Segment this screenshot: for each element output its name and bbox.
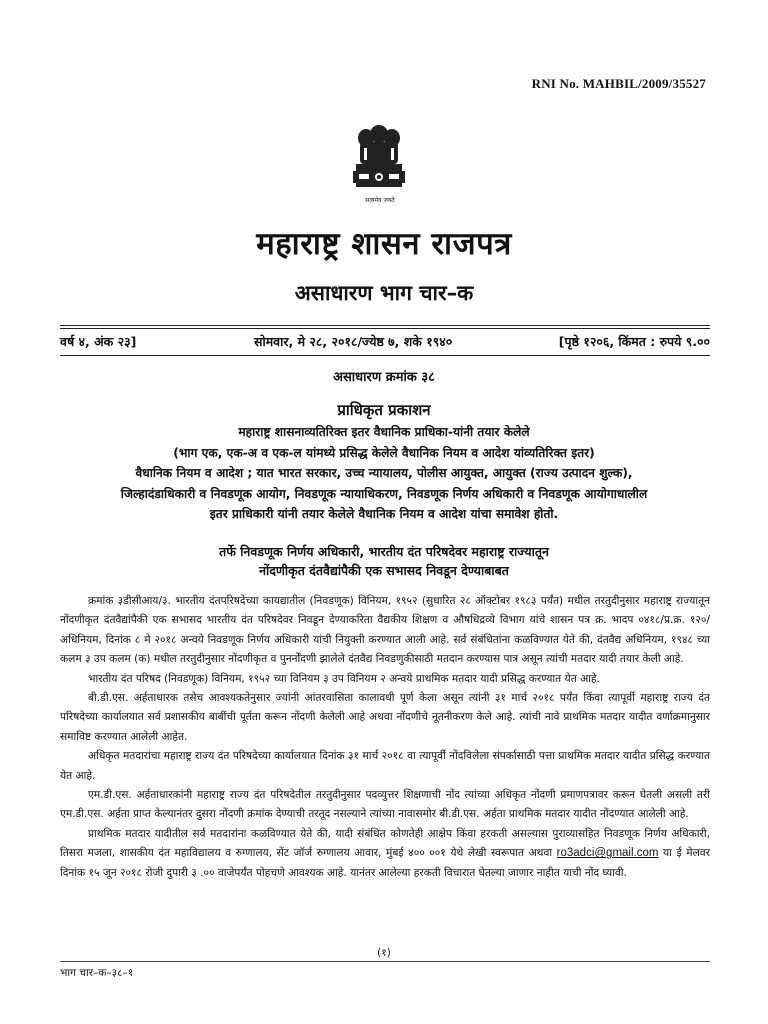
- body-paragraph: क्रमांक ३डीसीआय/३. भारतीय दंतपरिषदेच्या कायद्यातील (निवडणूक) विनियम, १९५२ (सुधारित २८ ऑक्टोबर १९८३ पर्यंत) मधील तरतुदीनुसार महाराष्ट्र राज्यातून नोंदणीकृत दंतवैद्यांपैकी एक सभासद भारतीय दंत परिषदेवर निवडून देण्याकरिता वैद्यकीय शिक्षण व औषधिद्रव्ये विभाग यांचे शासन पत्र क्र. भादप ०४१८/प्र.क्र. १२०/अधिनियम, दिनांक ८ मे २०१८ अन्वये निवडणूक निर्णय अधिकारी यांची नियुक्ती करण्यात आली आहे. सर्व संबंधितांना कळविण्यात येते की, दंतवैद्य अधिनियम, १९४८ च्या कलम ३ उप कलम (क) मधील तरतुदीनुसार नोंदणीकृत व पुनर्नोंदणी झालेले दंतवैद्य निवडणुकीसाठी मतदान करण्यास पात्र असून त्यांची मतदार यादी तयार केली आहे.: [60, 595, 710, 666]
- body-paragraph: भारतीय दंत परिषद (निवडणूक) विनियम, १९५२ च्या विनियम ३ उप विनियम २ अन्वये प्राथमिक मतदार यादी प्रसिद्ध करण्यात येत आहे.: [88, 672, 600, 685]
- issue-details: [60, 331, 710, 351]
- objection-text: प्राथमिक मतदार यादीतील सर्व मतदारांना कळविण्यात येते की, यादी संबंधित कोणतेही आक्षेप किंवा हरकती असल्यास पुराव्यासहित निवडणूक निर्णय अधिकारी, तिसरा मजला, शासकीय दंत महाविद्यालय व रुग्णालय, सेंट जॉर्ज रुग्णालय आवार, मुंबई ४०० ००१ येथे लेखी स्वरूपात अथवा: [60, 827, 710, 860]
- notice-title: [60, 542, 708, 580]
- header-rule-top-thin: [60, 328, 710, 329]
- gazette-title: महाराष्ट्र शासन राजपत्र: [256, 226, 512, 262]
- extraordinary-number: असाधारण क्रमांक ३८: [333, 370, 435, 385]
- deadline-text: या ई मेलवर दिनांक १५ जून २०१८ रोजी दुपारी ३ .०० वाजेपर्यंत पोहचणे आवश्यक आहे. यानंतर आलेल्या हरकती विचारात घेतल्या जाणार नाहीत याची नोंद घ्यावी.: [60, 847, 710, 879]
- body-paragraph: अधिकृत मतदारांचा महाराष्ट्र राज्य दंत परिषदेच्या कार्यालयात दिनांक ३१ मार्च २०१८ वा त्यापूर्वी नोंदविलेला संपर्कासाठी पत्ता प्राथमिक मतदार यादीत प्रसिद्ध करण्यात येत आहे.: [60, 750, 710, 782]
- notice-title-line: नोंदणीकृत दंतवैद्यांपैकी एक सभासद निवडून देण्याबाबत: [259, 563, 509, 578]
- authorised-publication-heading: प्राधिकृत प्रकाशन: [337, 401, 431, 419]
- emblem-motto: सत्यमेव जयते: [365, 197, 395, 204]
- authority-line: इतर प्राधिकारी यांनी तयार केलेले वैधानिक नियम व आदेश यांचा समावेश होतो.: [209, 507, 559, 521]
- header-rule-top: [60, 325, 710, 326]
- rni-number: RNI No. MAHBIL/2009/35527: [531, 76, 706, 91]
- gazette-subtitle: असाधारण भाग चार–क: [294, 281, 474, 305]
- authority-line: वैधानिक नियम व आदेश ; यात भारत सरकार, उच्च न्यायालय, पोलीस आयुक्त, आयुक्त (राज्य उत्पादन शुल्क),: [135, 466, 633, 480]
- authority-line: (भाग एक, एक-अ व एक-ल यांमध्ये प्रसिद्ध केलेले वैधानिक नियम व आदेश यांव्यतिरिक्त इतर): [173, 445, 595, 460]
- body-paragraph: बी.डी.एस. अर्हताधारक तसेच आवश्यकतेनुसार ज्यांनी आंतरवासिता कालावधी पूर्ण केला असून त्यांनी ३१ मार्च २०१८ पर्यंत किंवा त्यापूर्वी महाराष्ट्र राज्य दंत परिषदेच्या कार्यालयात सर्व प्रशासकीय बाबींची पूर्तता करून नोंदणी केलेली आहे अथवा नोंदणीचे नूतनीकरण केले आहे. त्यांची नावे प्राथमिक मतदार यादीत वर्णाक्रमानुसार समाविष्ट करण्यात आलेली आहेत.: [60, 692, 710, 743]
- footer-rule: [60, 961, 710, 962]
- body-paragraph-last: [60, 825, 710, 883]
- page-number: (१): [377, 947, 391, 959]
- header-rule-bottom: [60, 355, 710, 356]
- issue-date: सोमवार, मे २८, २०१८/ज्येष्ठ ७, शके १९४०: [254, 334, 453, 349]
- authority-line: महाराष्ट्र शासनाव्यतिरिक्त इतर वैधानिक प्राधिका-यांनी तयार केलेले: [238, 425, 530, 439]
- authority-description: [30, 422, 738, 525]
- authority-line: जिल्हादंडाधिकारी व निवडणूक आयोग, निवडणूक न्यायाधिकरण, निवडणूक निर्णय अधिकारी व निवडणूक आयोगाधालील: [120, 486, 648, 501]
- email-link[interactable]: ro3adci@gmail.com: [556, 847, 659, 860]
- volume-number: वर्ष ४, अंक २३]: [60, 334, 137, 349]
- pages-price: [पृष्ठे १२०६, किंमत : रुपये ९.००: [558, 334, 710, 349]
- notice-body: [60, 592, 710, 883]
- notice-title-line: तर्फे निवडणूक निर्णय अधिकारी, भारतीय दंत परिषदेवर महाराष्ट्र राज्यातून: [219, 544, 549, 559]
- footer-code: भाग चार–क–३८–१: [60, 967, 134, 979]
- body-paragraph: एम.डी.एस. अर्हताधारकांनी महाराष्ट्र राज्य दंत परिषदेतील तरतुदीनुसार पदव्युत्तर शिक्षणाची नोंद त्यांच्या अधिकृत नोंदणी प्रमाणपत्रावर करून घेतली असली तरी एम.डी.एस. अर्हता प्राप्त केल्यानंतर दुसरा नोंदणी क्रमांक देण्याची तरतूद नसल्याने त्यांच्या नावासमोर बी.डी.एस. अर्हता प्राथमिक मतदार यादीत नोंदण्यात आलेली आहे.: [60, 789, 710, 821]
